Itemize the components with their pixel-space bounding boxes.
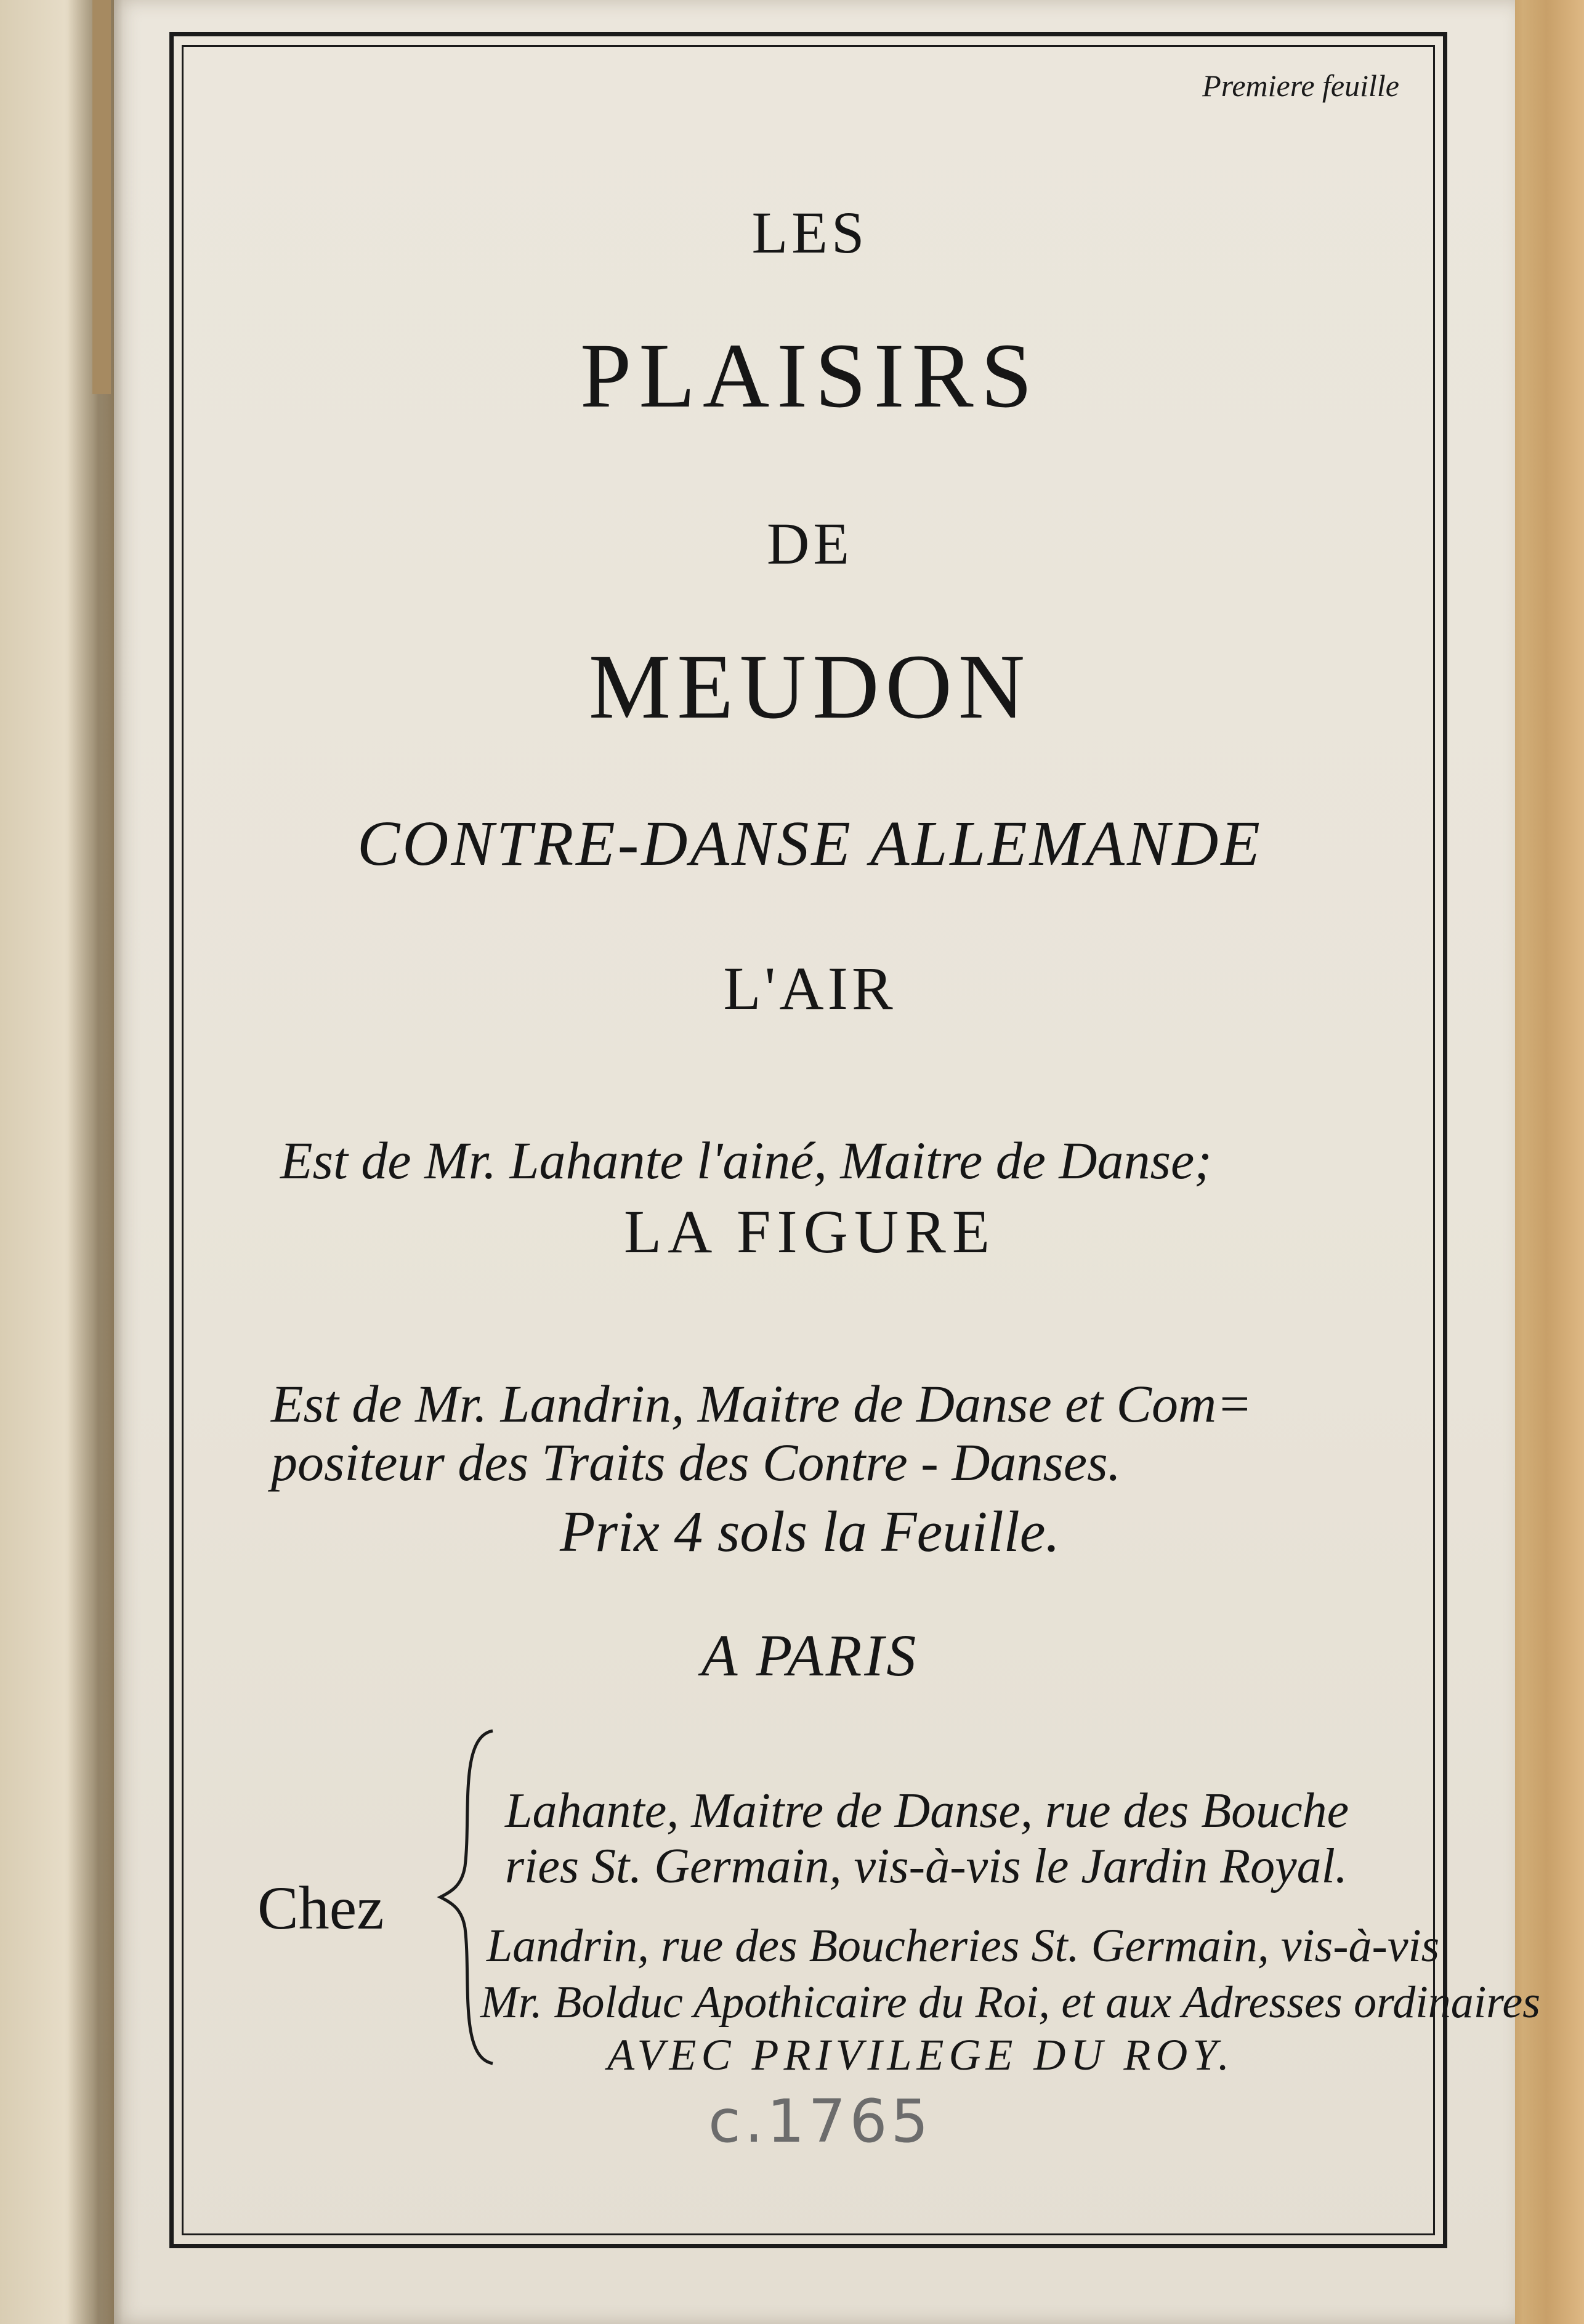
address-lahante-line2: ries St. Germain, vis-à-vis le Jardin Royal. <box>505 1839 1348 1893</box>
figure-text-line2: positeur des Traits des Contre - Danses. <box>271 1433 1121 1492</box>
binding-strip <box>92 0 111 394</box>
title-subtitle: CONTRE-DANSE ALLEMANDE <box>357 808 1263 879</box>
figure-heading: LA FIGURE <box>624 1197 996 1266</box>
figure-text-line1: Est de Mr. Landrin, Maitre de Danse et Com= <box>271 1374 1253 1433</box>
address-landrin-line2: Mr. Bolduc Apothicaire du Roi, et aux Adresses ordinaires <box>480 1977 1541 2028</box>
title-line-de: DE <box>767 511 853 577</box>
title-line-meudon: MEUDON <box>588 636 1032 738</box>
sheet-number-note: Premiere feuille <box>1202 68 1399 103</box>
chez-label: Chez <box>257 1874 384 1942</box>
address-landrin-line1: Landrin, rue des Boucheries St. Germain, vis-à-vis <box>487 1920 1440 1972</box>
title-line-les: LES <box>751 200 868 265</box>
title-line-plaisirs: PLAISIRS <box>580 325 1040 427</box>
pencil-date-note: c.1765 <box>708 2087 932 2156</box>
air-text: Est de Mr. Lahante l'ainé, Maitre de Danse; <box>280 1131 1212 1190</box>
privilege-line: AVEC PRIVILEGE DU ROY. <box>607 2030 1234 2079</box>
place-line: A PARIS <box>701 1622 919 1688</box>
air-heading: L'AIR <box>723 954 897 1022</box>
price-line: Prix 4 sols la Feuille. <box>560 1500 1060 1564</box>
address-lahante-line1: Lahante, Maitre de Danse, rue des Bouche <box>505 1784 1349 1838</box>
